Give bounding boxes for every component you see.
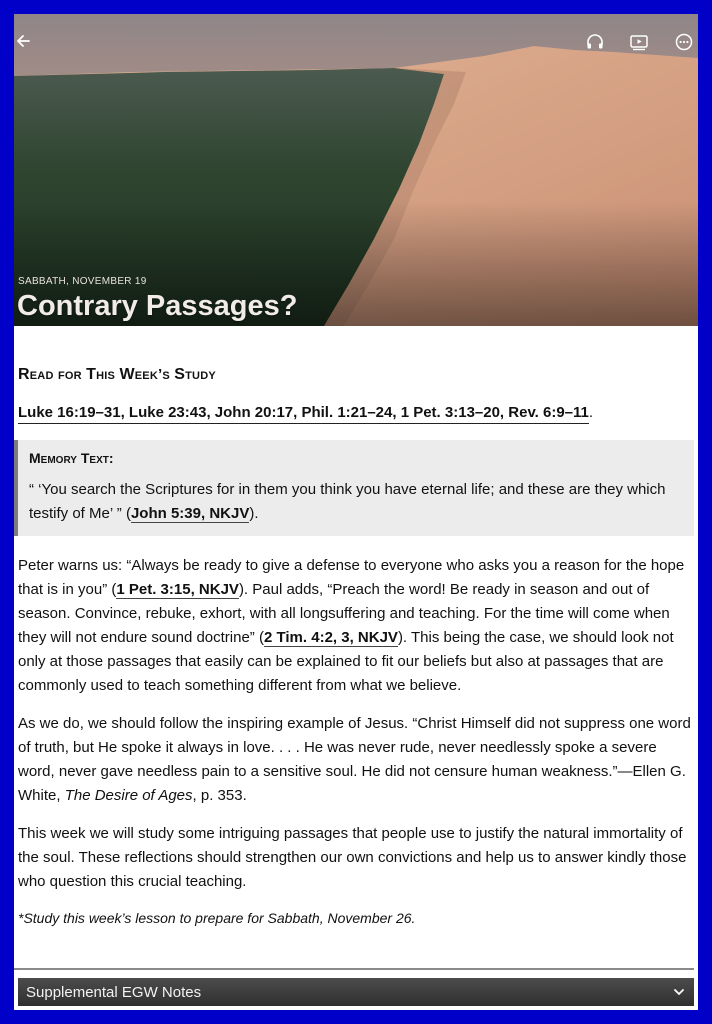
study-heading (18, 366, 694, 384)
supplemental-notes-label: Supplemental EGW Notes (26, 983, 202, 1001)
body-paragraph-3: This week we will study some intriguing passages that people use to justify the natural immortality of the soul. These reflections should strengthen our own convictions and help us to answer kindly those who question this crucial teaching. (18, 825, 687, 890)
lesson-content (18, 326, 694, 926)
lesson-title: Contrary Passages? (17, 290, 298, 322)
memory-verse-reference-link[interactable]: John 5:39, NKJV (130, 505, 250, 522)
body-paragraph-1 (18, 554, 694, 698)
memory-text-verse (29, 478, 682, 526)
heading-letter: T (86, 366, 97, 383)
heading-part: eek’s (134, 366, 175, 383)
heading-part: tudy (185, 366, 216, 383)
heading-letter: W (119, 366, 135, 383)
chevron-down-icon (672, 985, 686, 999)
audio-button[interactable] (585, 32, 607, 54)
body-paragraph-2 (18, 712, 694, 808)
memory-text-box (14, 440, 694, 536)
paragraph-text: ). This being the case, we should look not only at those passages that easily can be explained to fit our beliefs but also at passages that are commonly used to teach something different from what we believe. (18, 629, 674, 694)
headphones-icon (585, 32, 605, 52)
more-options-button[interactable] (674, 32, 696, 54)
reference-link-2-tim[interactable]: 2 Tim. 4:2, 3, NKJV (263, 629, 398, 646)
heading-letter: S (174, 366, 186, 383)
memory-text-label: Memory Text: (29, 450, 114, 466)
study-references-line (18, 404, 694, 424)
heading-part: his (96, 366, 120, 383)
study-note: *Study this week’s lesson to prepare for Sabbath, November 26. (18, 910, 416, 926)
supplemental-notes-toggle[interactable] (18, 978, 694, 1006)
reference-link-1-pet[interactable]: 1 Pet. 3:15, NKJV (116, 581, 239, 598)
section-divider (14, 968, 694, 970)
book-title: The Desire of Ages (64, 787, 193, 804)
lesson-date: SABBATH, NOVEMBER 19 (18, 276, 147, 287)
heading-part: ead for (29, 366, 87, 383)
hero-image (14, 14, 698, 326)
paragraph-text: , p. 353. (192, 787, 247, 804)
paragraph-text: As we do, we should follow the inspiring example of Jesus. “Christ Himself did not suppress one word of truth, but He spoke it always in love. . . . He was never rude, never needlessly spoke a severe word, never gave needless pain to a sensitive soul. He did not censure human weakness.”—Ellen G. White, (18, 715, 691, 804)
video-play-icon (629, 32, 649, 52)
video-button[interactable] (629, 32, 651, 54)
paragraph-text: Peter warns us: “Always be ready to give a defense to everyone who asks you a reason for the hope that is in you” ( (18, 557, 685, 598)
memory-verse-text: “ ‘You search the Scriptures for in them you think you have eternal life; and these are they which testify of Me’ ” ( (29, 481, 666, 522)
heading-letter: R (18, 366, 30, 383)
study-references-link[interactable]: Luke 16:19–31, Luke 23:43, John 20:17, Phil. 1:21–24, 1 Pet. 3:13–20, Rev. 6:9–11 (18, 404, 589, 424)
back-button[interactable] (14, 32, 36, 54)
references-period: . (588, 404, 594, 421)
memory-verse-end: ). (249, 505, 259, 522)
lesson-page (14, 14, 698, 1010)
paragraph-text: ). Paul adds, “Preach the word! Be ready in season and out of season. Convince, rebuke, exhort, with all longsuffering and teaching. For the time will come when they will not endure sound doctrine” ( (18, 581, 670, 646)
more-options-icon (674, 32, 694, 52)
back-arrow-icon (14, 32, 32, 50)
